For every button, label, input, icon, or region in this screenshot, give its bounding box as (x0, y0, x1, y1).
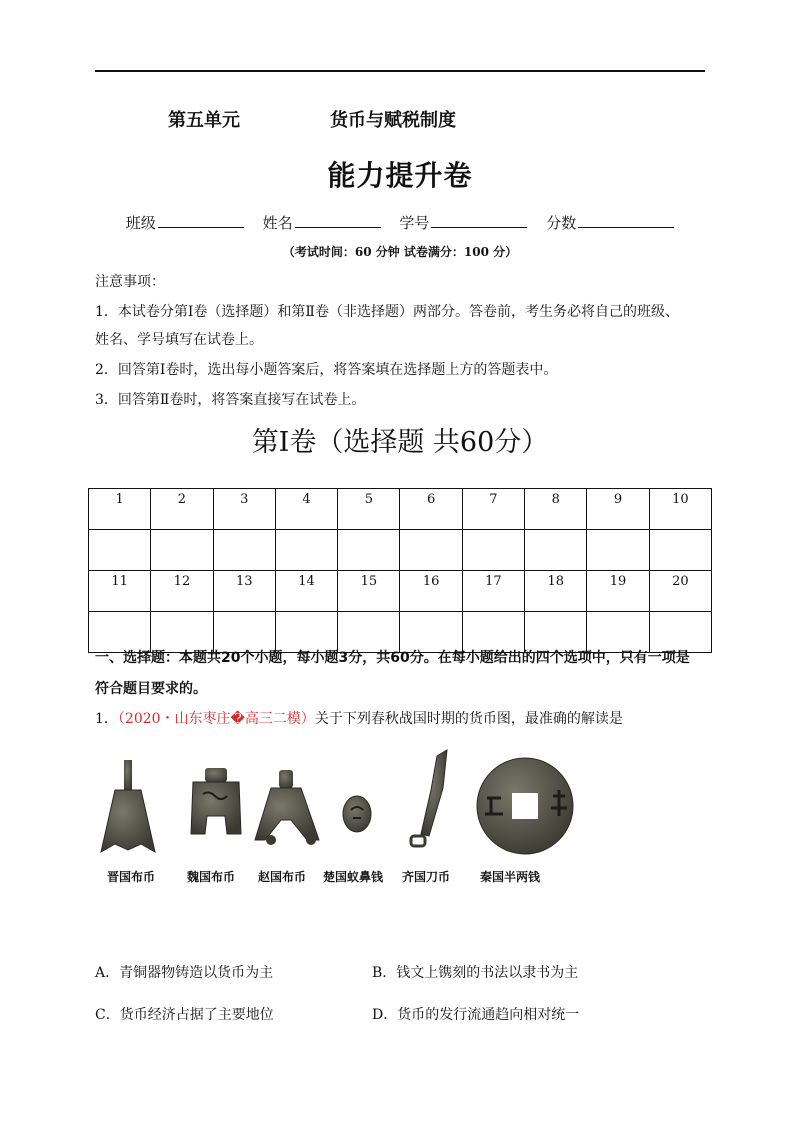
qin-banliang-coin-icon (477, 758, 573, 854)
answer-cell-blank[interactable] (213, 530, 275, 571)
answer-cell-blank[interactable] (462, 530, 524, 571)
answer-cell-number: 15 (338, 571, 400, 612)
class-field[interactable]: 班级 (126, 212, 244, 233)
answer-cell-blank[interactable] (649, 530, 711, 571)
answer-cell-blank[interactable] (151, 530, 213, 571)
note-item-3: 3．回答第Ⅱ卷时，将答案直接写在试卷上。 (95, 392, 366, 408)
answer-cell-blank[interactable] (587, 530, 649, 571)
jin-spade-coin-icon (101, 760, 155, 852)
option-d[interactable]: D．货币的发行流通趋向相对统一 (372, 1007, 580, 1023)
table-row (89, 571, 712, 612)
coin-label-qin: 秦国半两钱 (480, 870, 541, 884)
question-header-line-2: 符合题目要求的。 (95, 681, 207, 697)
question-1-stem (95, 708, 623, 728)
answer-cell-number: 4 (275, 489, 337, 530)
answer-cell-number: 6 (400, 489, 462, 530)
answer-cell-number: 7 (462, 489, 524, 530)
answer-cell-number: 16 (400, 571, 462, 612)
qi-knife-coin-icon (411, 750, 447, 846)
header-rule (95, 70, 705, 72)
coin-label-jin: 晋国布币 (107, 870, 156, 884)
coin-label-zhao: 赵国布币 (258, 870, 307, 884)
answer-cell-number: 20 (649, 571, 711, 612)
table-row (89, 530, 712, 571)
answer-cell-number: 18 (525, 571, 587, 612)
answer-cell-number: 19 (587, 571, 649, 612)
answer-cell-blank[interactable] (400, 530, 462, 571)
unit-line (0, 106, 800, 132)
table-row (89, 489, 712, 530)
score-field[interactable]: 分数 (546, 212, 674, 233)
option-b[interactable]: B．钱文上镌刻的书法以隶书为主 (372, 965, 579, 981)
question-header-line-1: 一、选择题：本题共20个小题，每小题3分，共60分。在每小题给出的四个选项中，只有一项是 (95, 650, 690, 666)
zhao-spade-coin-icon (255, 770, 319, 845)
unit-topic: 货币与赋税制度 (330, 110, 456, 131)
exam-info: （考试时间：60 分钟 试卷满分：100 分） (282, 245, 518, 259)
coin-label-qi: 齐国刀币 (402, 870, 451, 884)
answer-cell-number: 10 (649, 489, 711, 530)
wei-spade-coin-icon (191, 768, 241, 834)
page-title: 能力提升卷 (327, 159, 473, 192)
answer-cell-number: 9 (587, 489, 649, 530)
section-title: 第Ⅰ卷（选择题 共60分） (251, 427, 549, 458)
answer-cell-blank[interactable] (89, 530, 151, 571)
question-text: 关于下列春秋战国时期的货币图，最准确的解读是 (314, 711, 623, 727)
student-info-fields (0, 212, 800, 233)
coin-label-wei: 魏国布币 (187, 870, 236, 884)
answer-cell-number: 2 (151, 489, 213, 530)
coin-illustration (95, 748, 575, 890)
answer-table (88, 488, 712, 653)
answer-cell-number: 5 (338, 489, 400, 530)
unit-label: 第五单元 (168, 110, 240, 131)
option-a[interactable]: A．青铜器物铸造以货币为主 (95, 965, 274, 981)
answer-cell-blank[interactable] (525, 530, 587, 571)
student-id-field[interactable]: 学号 (399, 212, 527, 233)
note-item-1: 1．本试卷分第Ⅰ卷（选择题）和第Ⅱ卷（非选择题）两部分。答卷前，考生务必将自己的班级、 (95, 304, 679, 320)
note-item-2: 2．回答第Ⅰ卷时，选出每小题答案后，将答案填在选择题上方的答题表中。 (95, 362, 558, 378)
note-item-1-cont: 姓名、学号填写在试卷上。 (95, 332, 263, 348)
answer-cell-number: 12 (151, 571, 213, 612)
answer-cell-number: 8 (525, 489, 587, 530)
answer-cell-number: 1 (89, 489, 151, 530)
question-number: 1． (95, 711, 118, 727)
answer-cell-number: 14 (275, 571, 337, 612)
coin-images (95, 748, 575, 866)
name-field[interactable]: 姓名 (263, 212, 381, 233)
answer-cell-blank[interactable] (338, 530, 400, 571)
answer-cell-number: 11 (89, 571, 151, 612)
question-source: （2020・山东枣庄�高三二模） (117, 711, 315, 727)
answer-cell-number: 13 (213, 571, 275, 612)
answer-cell-number: 17 (462, 571, 524, 612)
coin-label-chu: 楚国蚁鼻钱 (323, 870, 384, 884)
answer-cell-blank[interactable] (275, 530, 337, 571)
answer-cell-number: 3 (213, 489, 275, 530)
chu-ant-nose-coin-icon (343, 796, 371, 832)
notes-heading: 注意事项： (95, 274, 165, 290)
option-c[interactable]: C．货币经济占据了主要地位 (95, 1007, 274, 1023)
